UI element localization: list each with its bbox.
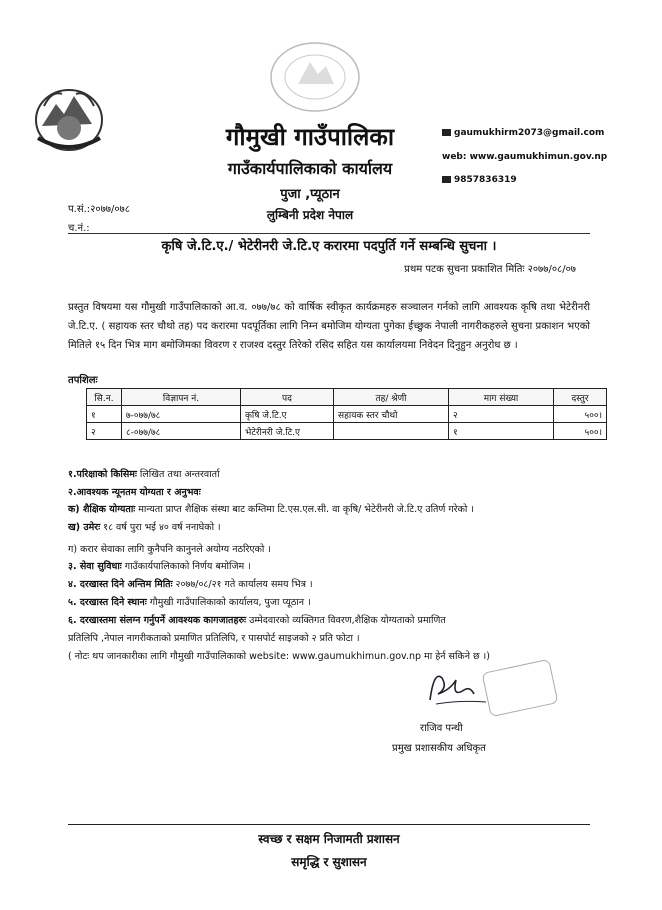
table-row — [87, 423, 607, 440]
table-header: सि.न. — [87, 389, 122, 406]
table-header: माग संख्या — [449, 389, 554, 406]
email-text[interactable]: gaumukhirm2073@gmail.com — [454, 128, 605, 138]
address-line-2: लुम्बिनी प्रदेश नेपाल — [266, 208, 354, 222]
list-item: ( नोटः थप जानकारीका लागि गौमुखी गाउँपालिकाको website: www.gaumukhimun.gov.np मा हेर्न सकिने छ ।) — [68, 651, 490, 662]
table-cell: ८-०७७/७८ — [122, 423, 241, 440]
table-cell: ५००। — [554, 406, 607, 423]
signatory-role: प्रमुख प्रशासकीय अधिकृत — [392, 743, 486, 754]
office-subtitle: गाउँकार्यपालिकाको कार्यालय — [227, 159, 393, 178]
list-item: ४. दरखास्त दिने अन्तिम मितिः २०७७/०८/२१ गते कार्यालय समय भित्र । — [68, 579, 313, 590]
office-title: गौमुखी गाउँपालिका — [225, 123, 395, 151]
vacancy-table — [86, 388, 607, 440]
notice-heading: कृषि जे.टि.ए./ भेटेरीनरी जे.टि.ए करारमा पदपुर्ति गर्ने सम्बन्धि सुचना । — [161, 239, 497, 254]
table-cell: २ — [449, 406, 554, 423]
table-cell: सहायक स्तर चौथो — [334, 406, 449, 423]
list-item: ग) करार सेवाका लागि कुनैपनि कानुनले अयोग्य नठरिएको । — [68, 544, 271, 555]
reference-number: प.सं.:२०७७/०७८ — [68, 204, 130, 215]
list-item: ख) उमेरः १८ वर्ष पुरा भई ४० वर्ष ननाघेको । — [68, 522, 221, 533]
signatory-name: राजिव पन्थी — [420, 723, 463, 734]
table-row — [87, 406, 607, 423]
list-item: क) शैक्षिक योग्यताः मान्यता प्राप्त शैक्षिक संस्था बाट कम्तिमा टि.एस.एल.सी. वा कृषि/ भेटेरीनरी जे.टि.ए उतिर्ण गरेको । — [68, 504, 474, 515]
table-header: तह/ श्रेणी — [334, 389, 449, 406]
email-contact — [442, 128, 604, 138]
web-contact — [442, 152, 607, 162]
nepal-emblem-icon — [32, 82, 106, 154]
list-item: ६. दरखास्तमा संलग्न गर्नुपर्ने आवश्यक कागजातहरुः उम्मेदवारको व्यक्तिगत विवरण,शैक्षिक योग्यताको प्रमाणित — [68, 615, 446, 626]
phone-contact — [442, 175, 517, 185]
published-date: प्रथम पटक सुचना प्रकाशित मितिः २०७७/०८/०७ — [404, 264, 576, 275]
table-cell: १ — [87, 406, 122, 423]
phone-icon — [442, 176, 451, 183]
table-header: दस्तुर — [554, 389, 607, 406]
web-label: web: — [442, 152, 467, 162]
table-cell: भेटेरीनरी जे.टि.ए — [241, 423, 334, 440]
footer-divider — [68, 824, 590, 825]
table-cell: कृषि जे.टि.ए — [241, 406, 334, 423]
web-link[interactable]: www.gaumukhimun.gov.np — [469, 152, 608, 162]
list-item: १.परिक्षाको किसिमः लिखित तथा अन्तरवार्ता — [68, 469, 220, 480]
office-seal-stamp — [268, 40, 362, 114]
handwritten-signature — [390, 660, 560, 720]
address-line-1: पुजा ,प्यूठान — [280, 187, 340, 202]
list-item: ३. सेवा सुविधाः गाउँकार्यपालिकाको निर्णय बमोजिम । — [68, 561, 251, 572]
table-header: विज्ञापन नं. — [122, 389, 241, 406]
table-header-row — [87, 389, 607, 406]
table-cell: ७-०७७/७८ — [122, 406, 241, 423]
details-label: तपशिलः — [68, 375, 98, 386]
table-header: पद — [241, 389, 334, 406]
table-cell: १ — [449, 423, 554, 440]
table-cell — [334, 423, 449, 440]
notice-paragraph: प्रस्तुत विषयमा यस गौमुखी गाउँपालिकाको आ.व. ०७७/७८ को वार्षिक स्वीकृत कार्यक्रमहरु सञ्चालन गर्नको लागि आवश्यक कृषि तथा भेटेरीनरी जे.टि.ए. ( सहायक स्तर चौथो तह) पद करारमा पदपूर्तिका लागि निम्न बमोजिम योग्यता पुगेका ईच्छुक नेपाली नागरीकहरुले सुचना प्रकाशन भएको मितिले १५ दिन भित्र माग बमोजिमका विवरण र राजश्व दस्तुर तिरेको रसिद सहित यस कार्यालयमा निवेदन दिनुहुन अनुरोध छ । — [68, 302, 590, 351]
header-divider — [68, 233, 590, 234]
phone-text: 9857836319 — [454, 175, 517, 185]
list-item: २.आवश्यक न्यूनतम योग्यता र अनुभवः — [68, 487, 201, 498]
table-cell: ५००। — [554, 423, 607, 440]
email-icon — [442, 129, 451, 136]
table-cell: २ — [87, 423, 122, 440]
footer-slogan-2: समृद्धि र सुशासन — [291, 855, 367, 869]
footer-slogan-1: स्वच्छ र सक्षम निजामती प्रशासन — [258, 832, 400, 846]
list-item: ५. दरखास्त दिने स्थानः गौमुखी गाउँपालिकाको कार्यालय, पुजा प्यूठान । — [68, 597, 311, 608]
list-item: प्रतिलिपि ,नेपाल नागरीकताको प्रमाणित प्रतिलिपि, र पासपोर्ट साइजको २ प्रति फोटा । — [68, 633, 360, 644]
dispatch-number: च.नं.: — [68, 223, 90, 234]
